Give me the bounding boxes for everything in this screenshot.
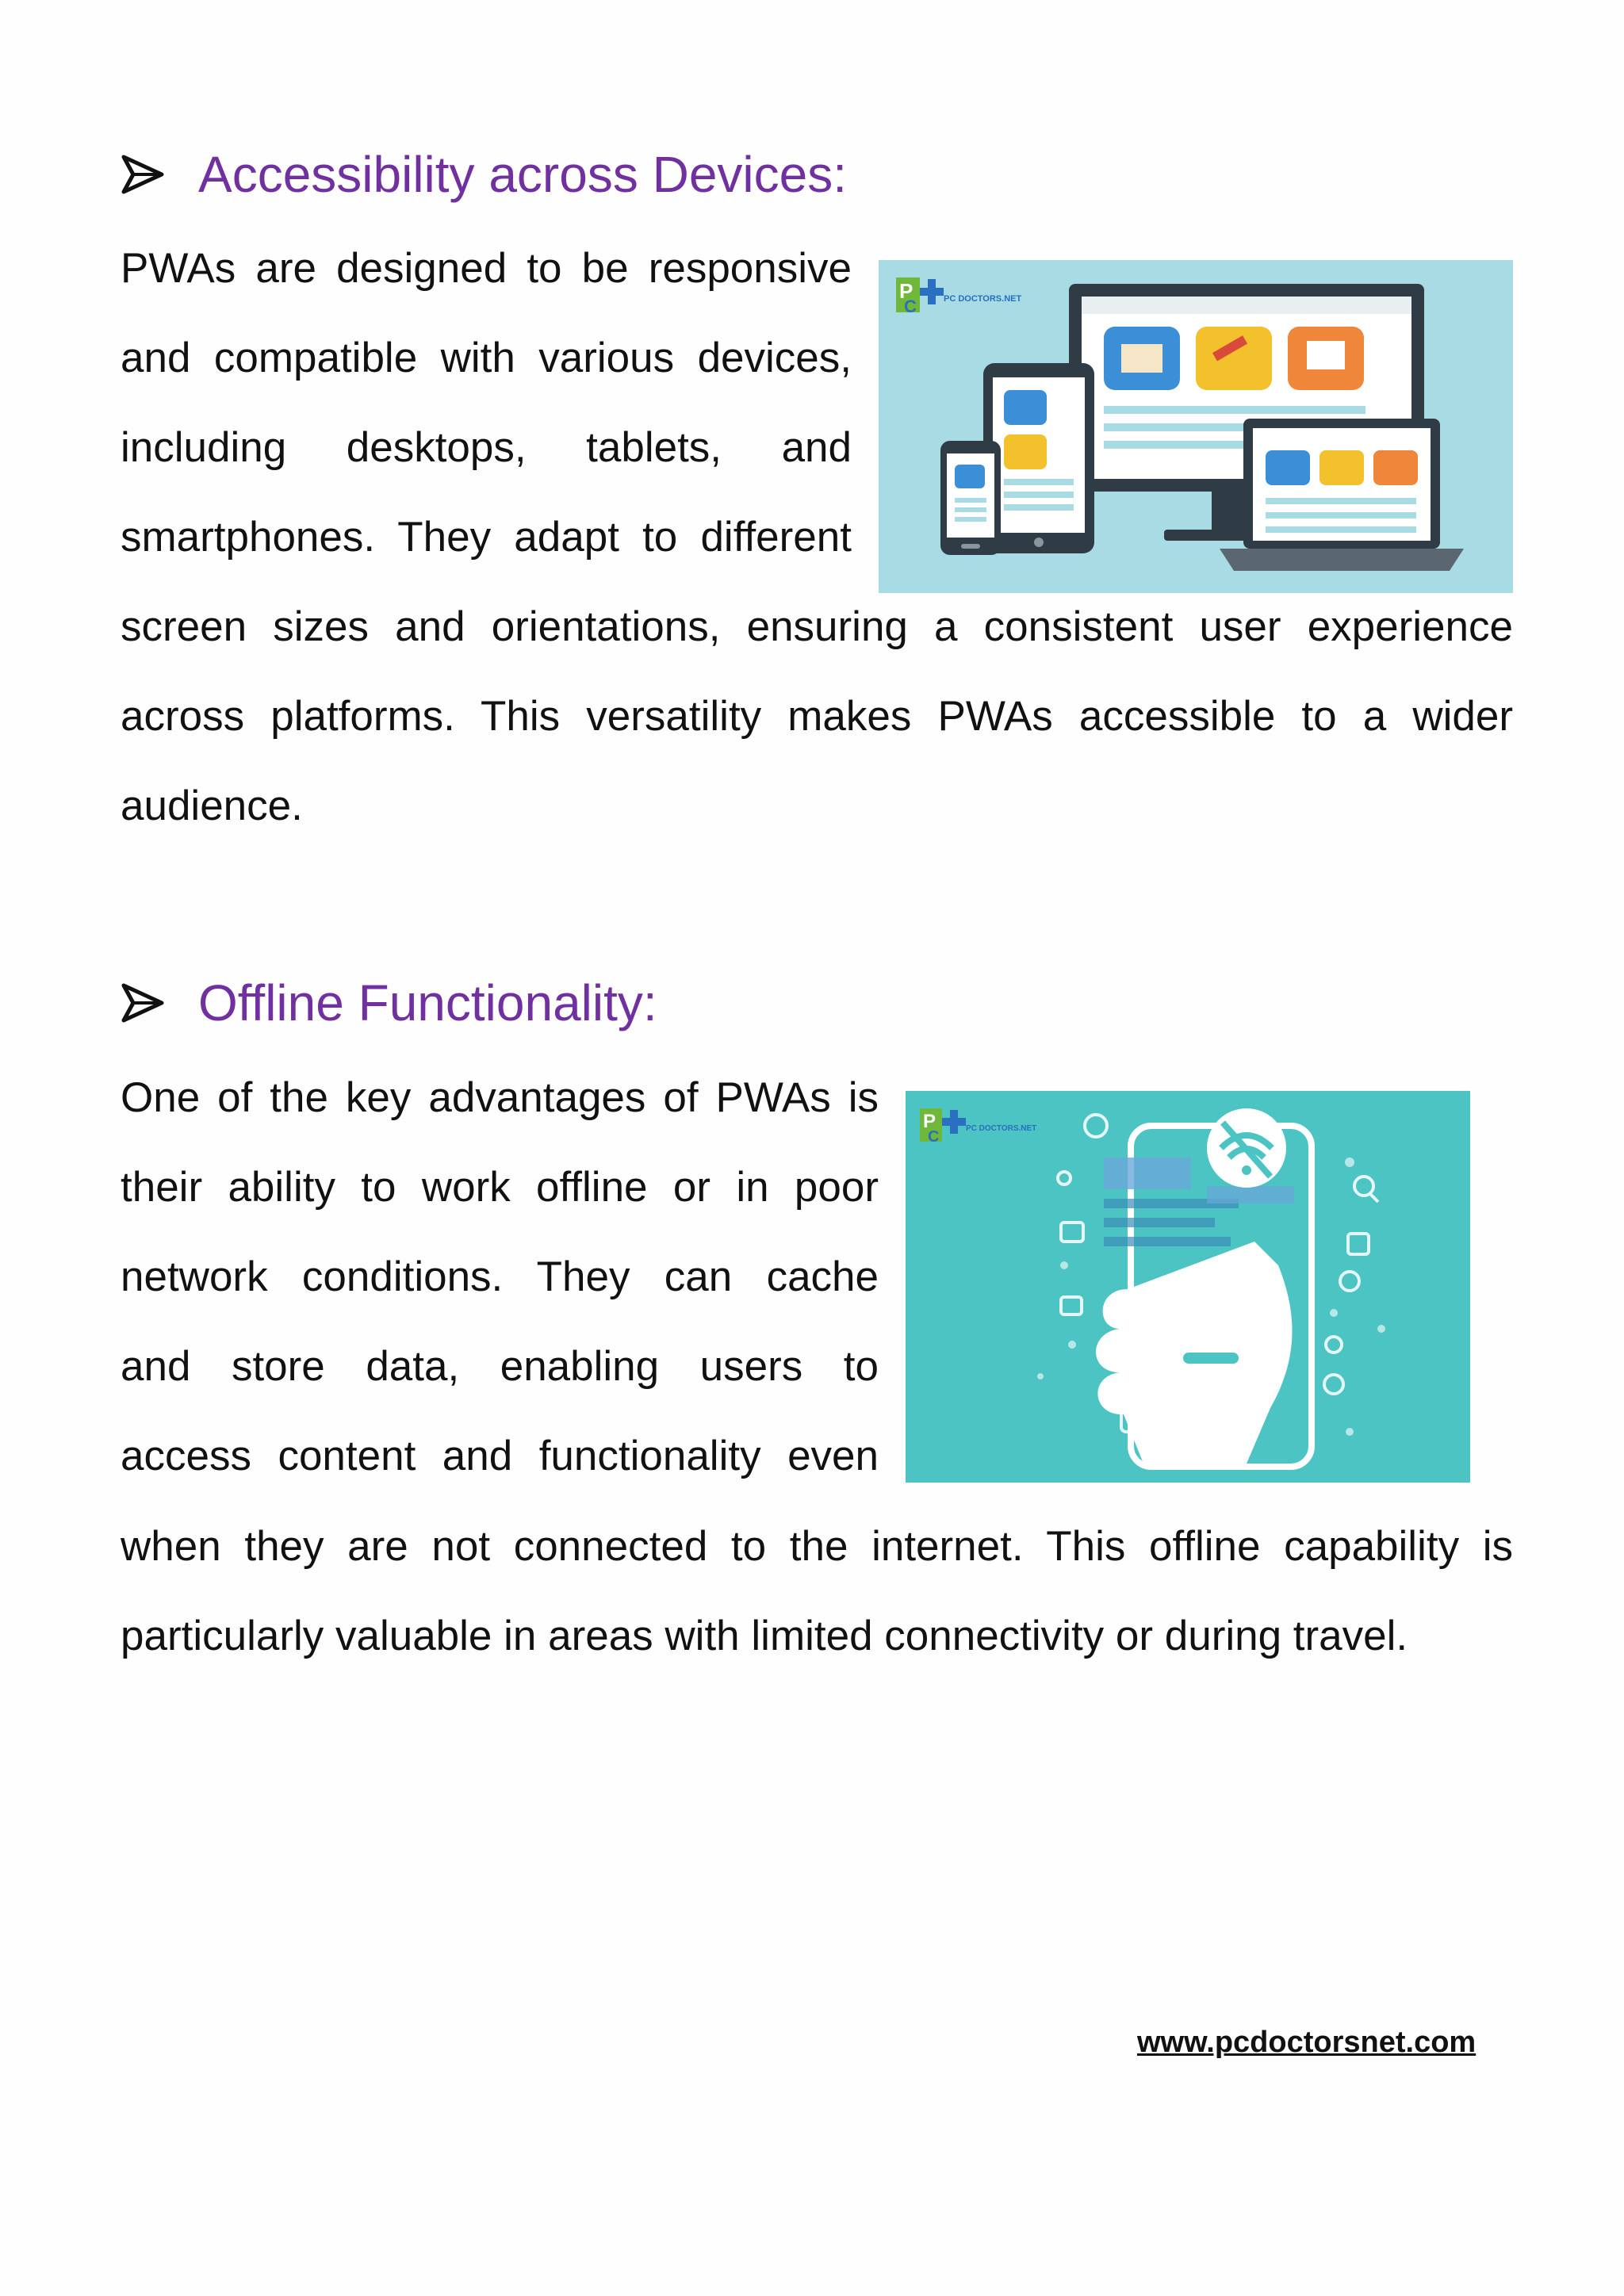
paragraph-accessibility-wrapped — [121, 224, 852, 582]
laptop — [1220, 419, 1464, 571]
website-link[interactable]: www.pcdoctorsnet.com — [1137, 2026, 1477, 2059]
text-line: and store data, enabling users to — [121, 1343, 879, 1390]
offline-phone-image — [906, 1091, 1470, 1483]
logo-text: PC DOCTORS.NET — [944, 294, 1022, 304]
text-line: network conditions. They can cache — [121, 1253, 879, 1300]
text-line: including desktops, tablets, and — [121, 424, 852, 471]
section-heading-offline — [121, 974, 657, 1031]
section-heading-text: Offline Functionality: — [198, 974, 657, 1031]
text-line: screen sizes and orientations, ensuring a consistent user experience — [121, 603, 1513, 650]
text-line: across platforms. This versatility makes PWAs accessible to a wider — [121, 693, 1513, 740]
brand-logo — [920, 1108, 1036, 1146]
text-line: and compatible with various devices, — [121, 335, 852, 381]
svg-text:C: C — [928, 1128, 940, 1146]
section-heading-accessibility — [121, 146, 847, 203]
arrow-bullet-icon — [121, 981, 165, 1025]
svg-text:P: P — [923, 1111, 936, 1132]
text-line: One of the key advantages of PWAs is — [121, 1074, 879, 1121]
svg-text:P: P — [899, 279, 914, 303]
paragraph-accessibility-full — [121, 582, 1513, 851]
offline-illustration — [906, 1091, 1470, 1483]
section-heading-text: Accessibility across Devices: — [198, 146, 847, 203]
text-line: access content and functionality even — [121, 1433, 879, 1479]
devices-illustration — [879, 260, 1513, 593]
text-line: their ability to work offline or in poor — [121, 1164, 879, 1211]
svg-text:C: C — [904, 297, 917, 316]
text-line: audience. — [121, 783, 303, 829]
text-line: when they are not connected to the internet. This offline capability is — [121, 1523, 1513, 1570]
brand-logo — [896, 277, 1021, 316]
wifi-off-icon — [1207, 1108, 1286, 1188]
paragraph-offline-wrapped — [121, 1053, 879, 1501]
arrow-bullet-icon — [121, 152, 165, 197]
smartphone — [940, 441, 1001, 555]
text-line: smartphones. They adapt to different — [121, 514, 852, 561]
text-line: particularly valuable in areas with limited connectivity or during travel. — [121, 1613, 1408, 1659]
paragraph-offline-full — [121, 1502, 1513, 1681]
logo-text: PC DOCTORS.NET — [966, 1124, 1037, 1133]
text-line: PWAs are designed to be responsive — [121, 245, 852, 292]
responsive-devices-image — [879, 260, 1513, 593]
